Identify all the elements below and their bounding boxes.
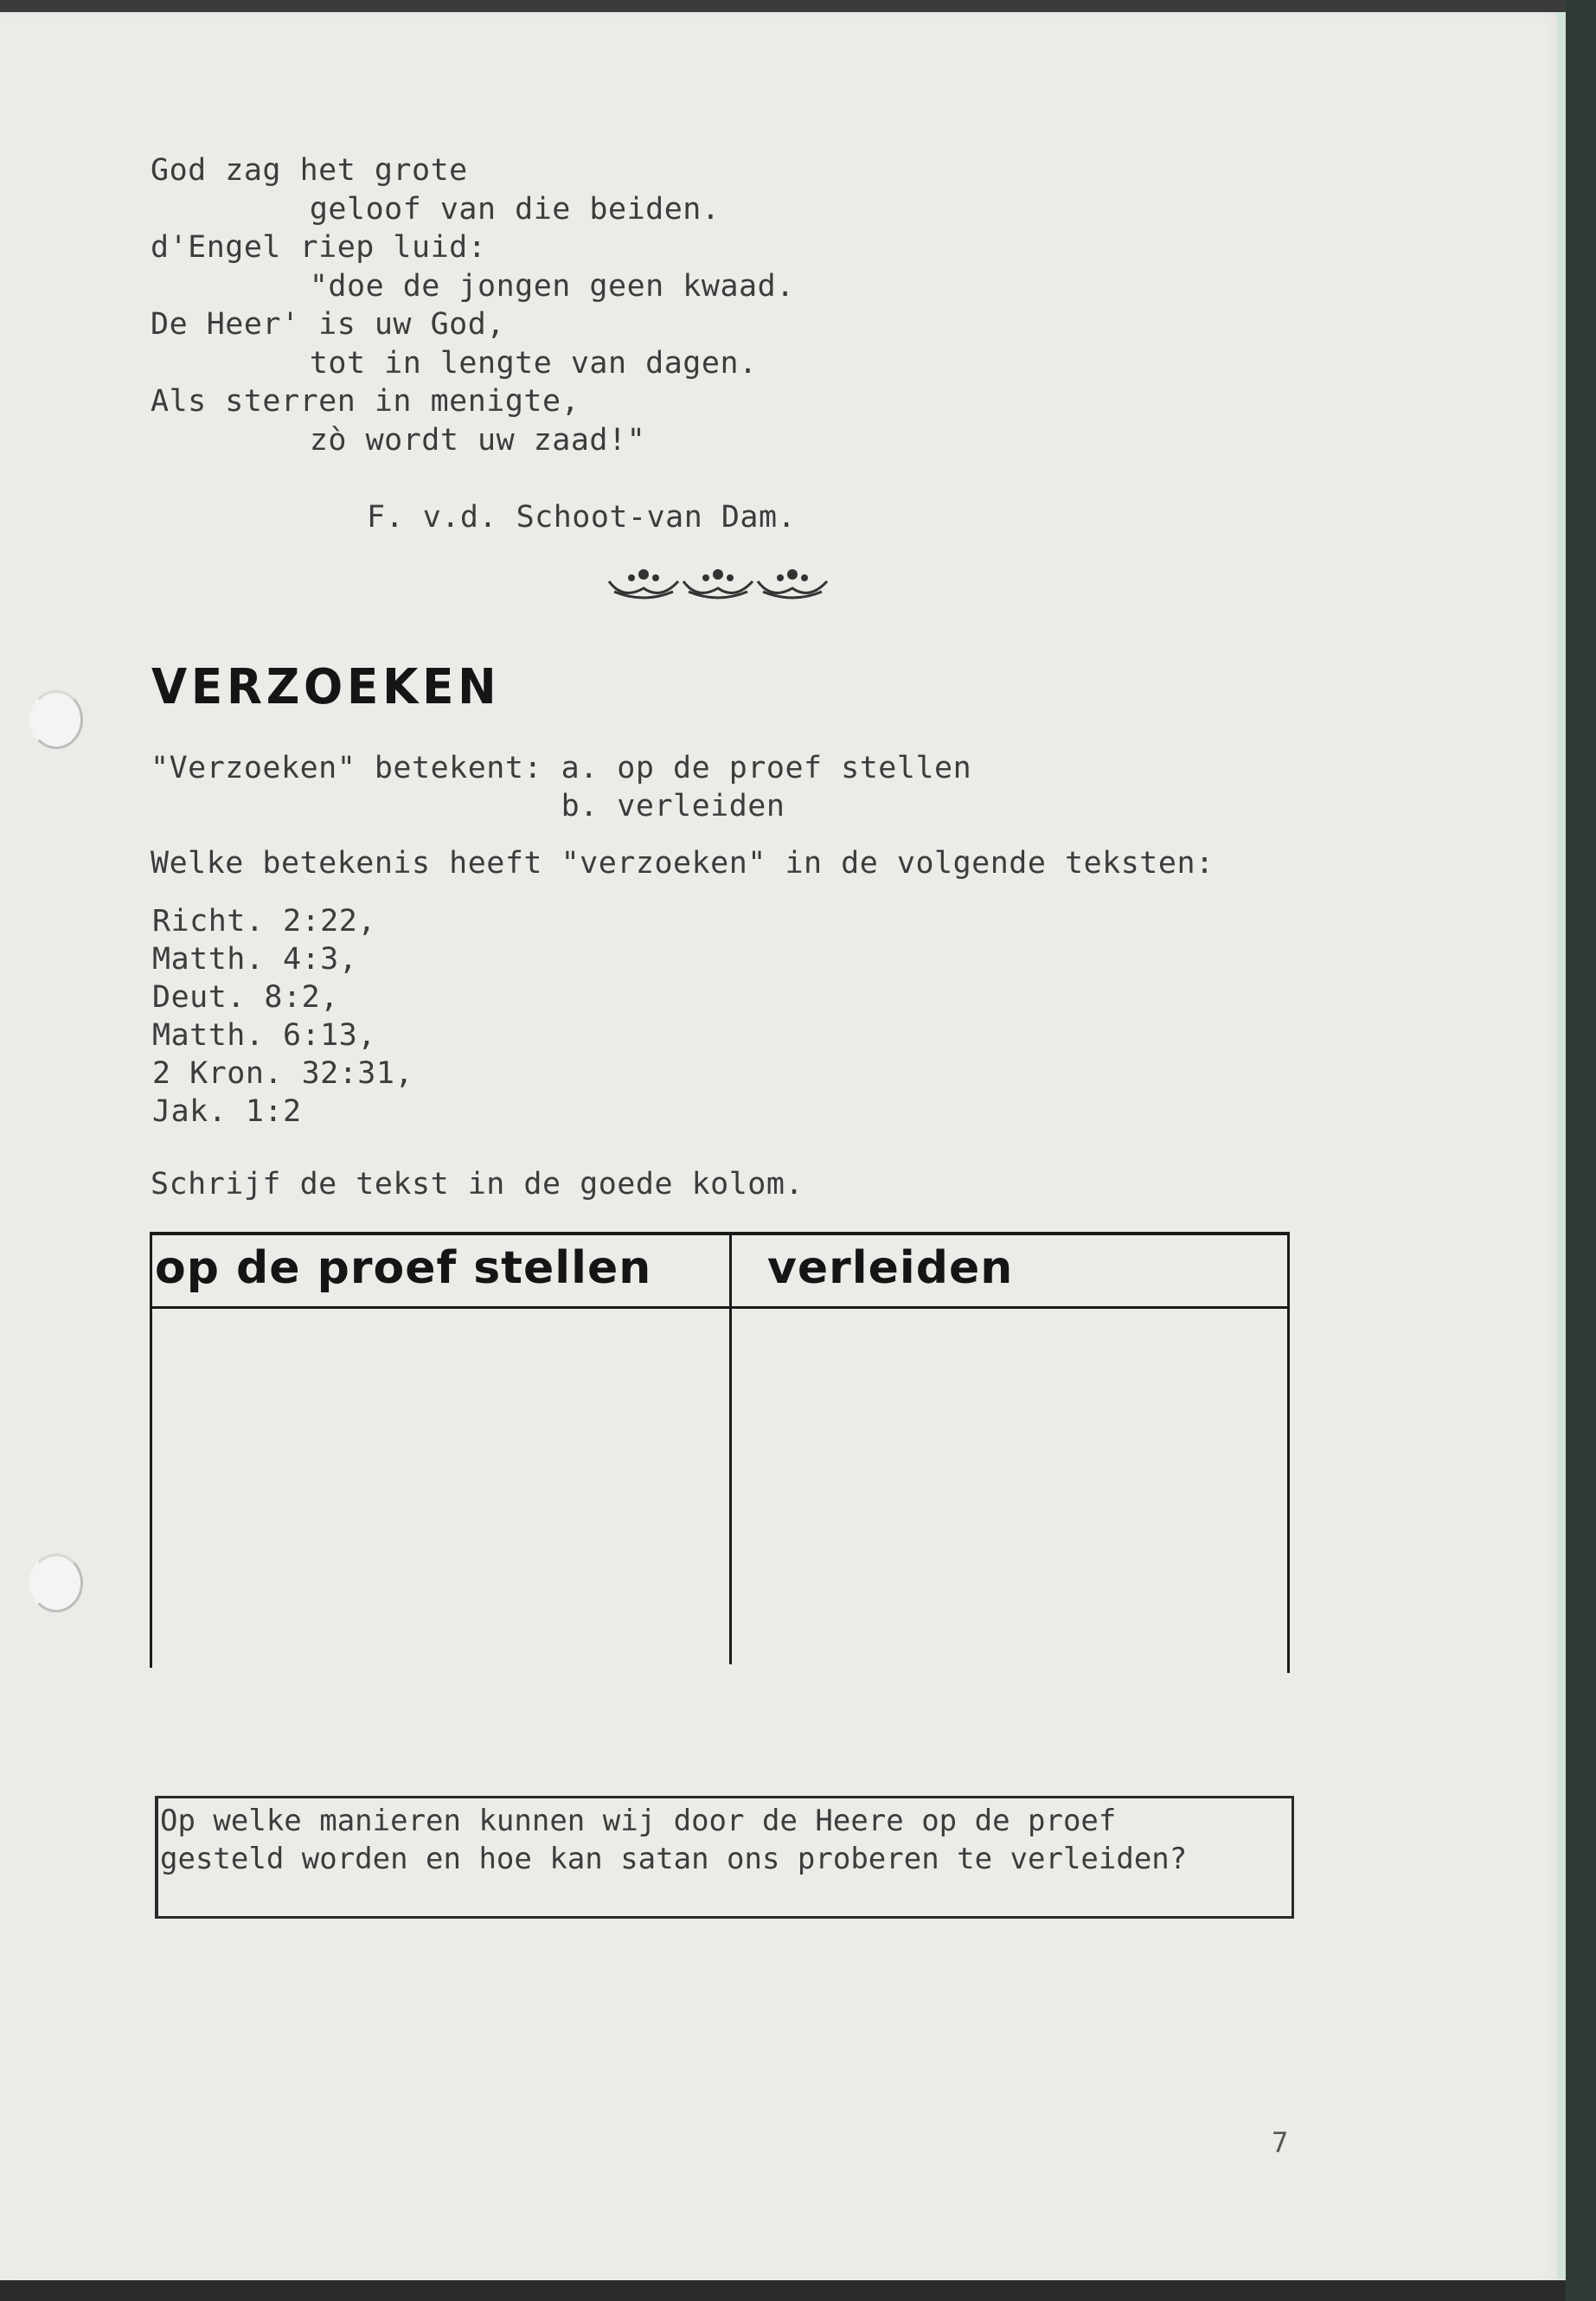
poem-line: De Heer' is uw God, xyxy=(151,307,505,342)
column-header-op-de-proef-stellen: op de proef stellen xyxy=(155,1242,652,1294)
poem-line: d'Engel riep luid: xyxy=(151,230,487,265)
poem-line: tot in lengte van dagen. xyxy=(216,346,758,381)
page-number: 7 xyxy=(1272,2126,1289,2159)
table-divider xyxy=(729,1235,732,1664)
column-header-verleiden: verleiden xyxy=(767,1242,1014,1294)
instruction-text: Schrijf de tekst in de goede kolom. xyxy=(151,1167,804,1202)
punch-hole-top xyxy=(29,690,83,749)
reflection-line: Op welke manieren kunnen wij door de Heere op de proef xyxy=(160,1804,1117,1838)
reference-item: Deut. 8:2, xyxy=(152,980,339,1015)
answer-table xyxy=(150,1232,1290,1668)
reference-item: Matth. 6:13, xyxy=(152,1018,376,1053)
answer-area-proef[interactable] xyxy=(155,1311,726,1657)
table-border-left xyxy=(150,1235,152,1668)
reference-item: Jak. 1:2 xyxy=(152,1094,302,1129)
binder-edge xyxy=(1566,0,1596,2301)
page-edge xyxy=(1557,12,1566,2279)
reflection-line: gesteld worden en hoe kan satan ons proberen te verleiden? xyxy=(160,1842,1188,1876)
poem-line: geloof van die beiden. xyxy=(216,192,721,227)
definition-line: "Verzoeken" betekent: a. op de proef stellen xyxy=(151,751,972,785)
bottom-shadow xyxy=(0,2280,1566,2301)
reflection-box xyxy=(155,1796,1294,1919)
poem-line: Als sterren in menigte, xyxy=(151,384,580,419)
answer-area-verleiden[interactable] xyxy=(734,1311,1285,1657)
reference-item: Matth. 4:3, xyxy=(152,942,358,977)
reference-item: Richt. 2:22, xyxy=(152,904,376,939)
punch-hole-bottom xyxy=(29,1554,83,1612)
reference-item: 2 Kron. 32:31, xyxy=(152,1056,414,1091)
definition-line: b. verleiden xyxy=(151,789,785,824)
poem-line: zò wordt uw zaad!" xyxy=(216,423,646,458)
section-heading: VERZOEKEN xyxy=(151,659,501,715)
table-border-right xyxy=(1287,1235,1290,1673)
question-text: Welke betekenis heeft "verzoeken" in de volgende teksten: xyxy=(151,846,1215,881)
table-header-rule xyxy=(150,1306,1290,1309)
poem-author: F. v.d. Schoot-van Dam. xyxy=(367,500,797,535)
poem-line: "doe de jongen geen kwaad. xyxy=(216,269,795,304)
poem-line: God zag het grote xyxy=(151,153,468,188)
decorative-ornament-icon xyxy=(606,562,832,604)
